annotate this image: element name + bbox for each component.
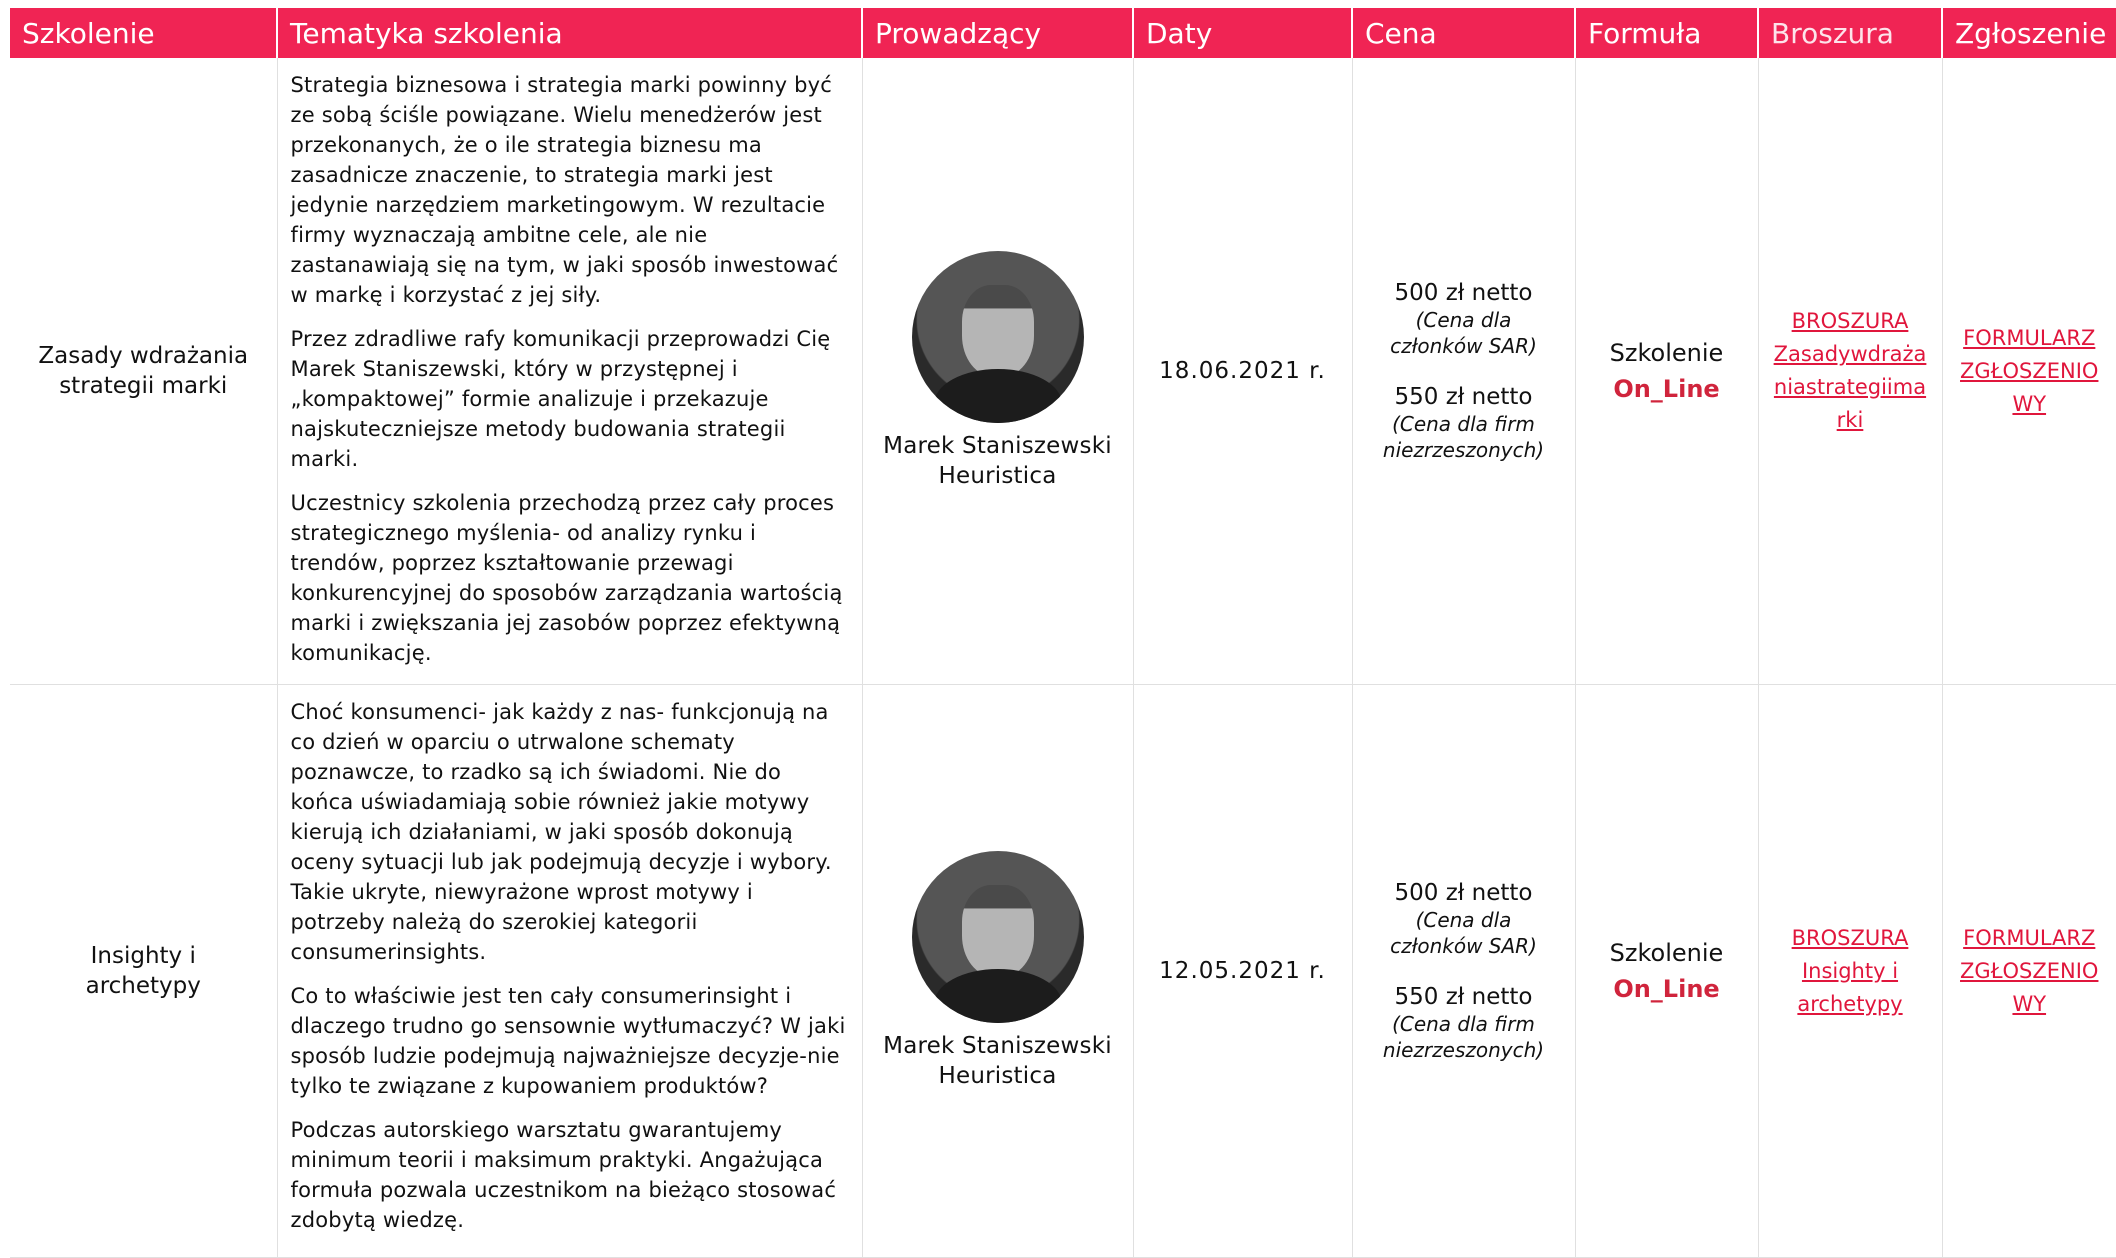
brochure-link-line[interactable]: rki <box>1836 408 1864 432</box>
header-formula: Formuła <box>1575 8 1758 58</box>
price-others-note: (Cena dla firm <box>1392 1012 1535 1036</box>
price-members-note: członków SAR) <box>1390 934 1537 958</box>
training-title-cell <box>10 58 277 685</box>
price-members: 500 zł netto <box>1394 280 1533 306</box>
table-row <box>10 58 2116 685</box>
price-others: 550 zł netto <box>1394 984 1533 1010</box>
registration-form-link[interactable] <box>1951 922 2109 1021</box>
brochure-link-line[interactable]: niastrategiima <box>1773 375 1927 399</box>
form-link-line[interactable]: FORMULARZ <box>1963 325 2096 350</box>
registration-cell <box>1942 685 2116 1258</box>
trainer-cell <box>862 58 1133 685</box>
form-link-line[interactable]: ZGŁOSZENIO <box>1960 358 2099 383</box>
training-title-line: Zasady wdrażania <box>38 343 249 369</box>
trainer-company: Heuristica <box>938 1063 1057 1089</box>
avatar-head-shape <box>962 285 1034 377</box>
brochure-link-line[interactable]: BROSZURA <box>1791 925 1909 950</box>
training-title-line: archetypy <box>85 973 201 999</box>
trainer-avatar <box>912 251 1084 423</box>
training-title-line: Insighty i <box>90 943 196 969</box>
trainer-cell <box>862 685 1133 1258</box>
form-link-line[interactable]: WY <box>2012 991 2047 1016</box>
format-online: On_Line <box>1613 375 1720 403</box>
header-tematyka: Tematyka szkolenia <box>277 8 862 58</box>
training-title-line: strategii marki <box>59 373 228 399</box>
price-others-note: niezrzeszonych) <box>1382 438 1545 462</box>
brochure-link-line[interactable]: archetypy <box>1797 991 1903 1016</box>
avatar-body-shape <box>934 369 1062 423</box>
table-row <box>10 685 2116 1258</box>
trainer-name: Marek Staniszewski <box>883 1033 1112 1059</box>
description-paragraph: Choć konsumenci- jak każdy z nas- funkcjonują na co dzień w oparciu o utrwalone schematy poznawcze, to rzadko są ich świadomi. Nie do końca uświadamiają sobie również jakie motywy kierują ich działaniami, w jaki sposób dokonują oceny sytuacji lub jak podejmują decyzje i wybory. Takie ukryte, niewyrażone wprost motywy i potrzeby należą do szerokiej kategorii consumerinsights. <box>290 700 832 964</box>
avatar-head-shape <box>962 885 1034 977</box>
brochure-link[interactable] <box>1767 922 1934 1021</box>
trainer-company: Heuristica <box>938 463 1057 489</box>
format-label: Szkolenie <box>1609 339 1724 367</box>
header-cena: Cena <box>1352 8 1575 58</box>
trainer-name: Marek Staniszewski <box>883 433 1112 459</box>
brochure-link[interactable] <box>1767 305 1934 437</box>
brochure-cell <box>1758 685 1942 1258</box>
training-description-cell <box>277 58 862 685</box>
price-others: 550 zł netto <box>1394 384 1533 410</box>
registration-cell <box>1942 58 2116 685</box>
description-paragraph: Uczestnicy szkolenia przechodzą przez cały proces strategicznego myślenia- od analizy rynku i trendów, poprzez kształtowanie przewagi konkurencyjnej do sposobów zarządzania wartością marki i zwiększania jej zasobów poprzez efektywną komunikację. <box>290 491 843 665</box>
trainings-table <box>10 8 2116 1258</box>
brochure-link-line[interactable]: Insighty i <box>1801 958 1899 983</box>
table-header-row <box>10 8 2116 58</box>
format-label: Szkolenie <box>1609 939 1724 967</box>
header-daty: Daty <box>1133 8 1352 58</box>
form-link-line[interactable]: FORMULARZ <box>1963 925 2096 950</box>
brochure-cell <box>1758 58 1942 685</box>
format-cell <box>1575 58 1758 685</box>
header-prowadzacy: Prowadzący <box>862 8 1133 58</box>
price-members-note: (Cena dla <box>1415 308 1512 332</box>
training-date: 12.05.2021 r. <box>1133 685 1352 1258</box>
brochure-link-line[interactable]: Zasadywdraża <box>1773 342 1927 366</box>
format-cell <box>1575 685 1758 1258</box>
trainings-table-wrapper <box>10 8 2116 1258</box>
training-date: 18.06.2021 r. <box>1133 58 1352 685</box>
training-title-cell <box>10 685 277 1258</box>
price-members: 500 zł netto <box>1394 880 1533 906</box>
description-paragraph: Przez zdradliwe rafy komunikacji przeprowadzi Cię Marek Staniszewski, który w przystępnej i „kompaktowej” formie analizuje i przekazuje najskuteczniejsze metody budowania strategii marki. <box>290 327 831 471</box>
form-link-line[interactable]: ZGŁOSZENIO <box>1960 958 2099 983</box>
price-cell <box>1352 58 1575 685</box>
price-cell <box>1352 685 1575 1258</box>
brochure-link-line[interactable]: BROSZURA <box>1791 309 1909 333</box>
avatar-body-shape <box>934 969 1062 1023</box>
format-online: On_Line <box>1613 975 1720 1003</box>
header-broszura: Broszura <box>1758 8 1942 58</box>
price-others-note: (Cena dla firm <box>1392 412 1535 436</box>
form-link-line[interactable]: WY <box>2012 391 2047 416</box>
trainer-avatar <box>912 851 1084 1023</box>
registration-form-link[interactable] <box>1951 322 2109 421</box>
description-paragraph: Podczas autorskiego warsztatu gwarantujemy minimum teorii i maksimum praktyki. Angażująca formuła pozwala uczestnikom na bieżąco stosować zdobytą wiedzę. <box>290 1118 837 1232</box>
header-zgloszenie: Zgłoszenie <box>1942 8 2116 58</box>
header-szkolenie: Szkolenie <box>10 8 277 58</box>
description-paragraph: Strategia biznesowa i strategia marki powinny być ze sobą ściśle powiązane. Wielu menedżerów jest przekonanych, że o ile strategia biznesu ma zasadnicze znaczenie, to strategia marki jest jedynie narzędziem marketingowym. W rezultacie firmy wyznaczają ambitne cele, ale nie zastanawiają się na tym, w jaki sposób inwestować w markę i korzystać z jej siły. <box>290 73 839 307</box>
price-members-note: (Cena dla <box>1415 908 1512 932</box>
training-description-cell <box>277 685 862 1258</box>
description-paragraph: Co to właściwie jest ten cały consumerinsight i dlaczego trudno go sensownie wytłumaczyć? W jaki sposób ludzie podejmują najważniejsze decyzje-nie tylko te związane z kupowaniem produktów? <box>290 984 846 1098</box>
price-members-note: członków SAR) <box>1390 334 1537 358</box>
price-others-note: niezrzeszonych) <box>1382 1038 1545 1062</box>
